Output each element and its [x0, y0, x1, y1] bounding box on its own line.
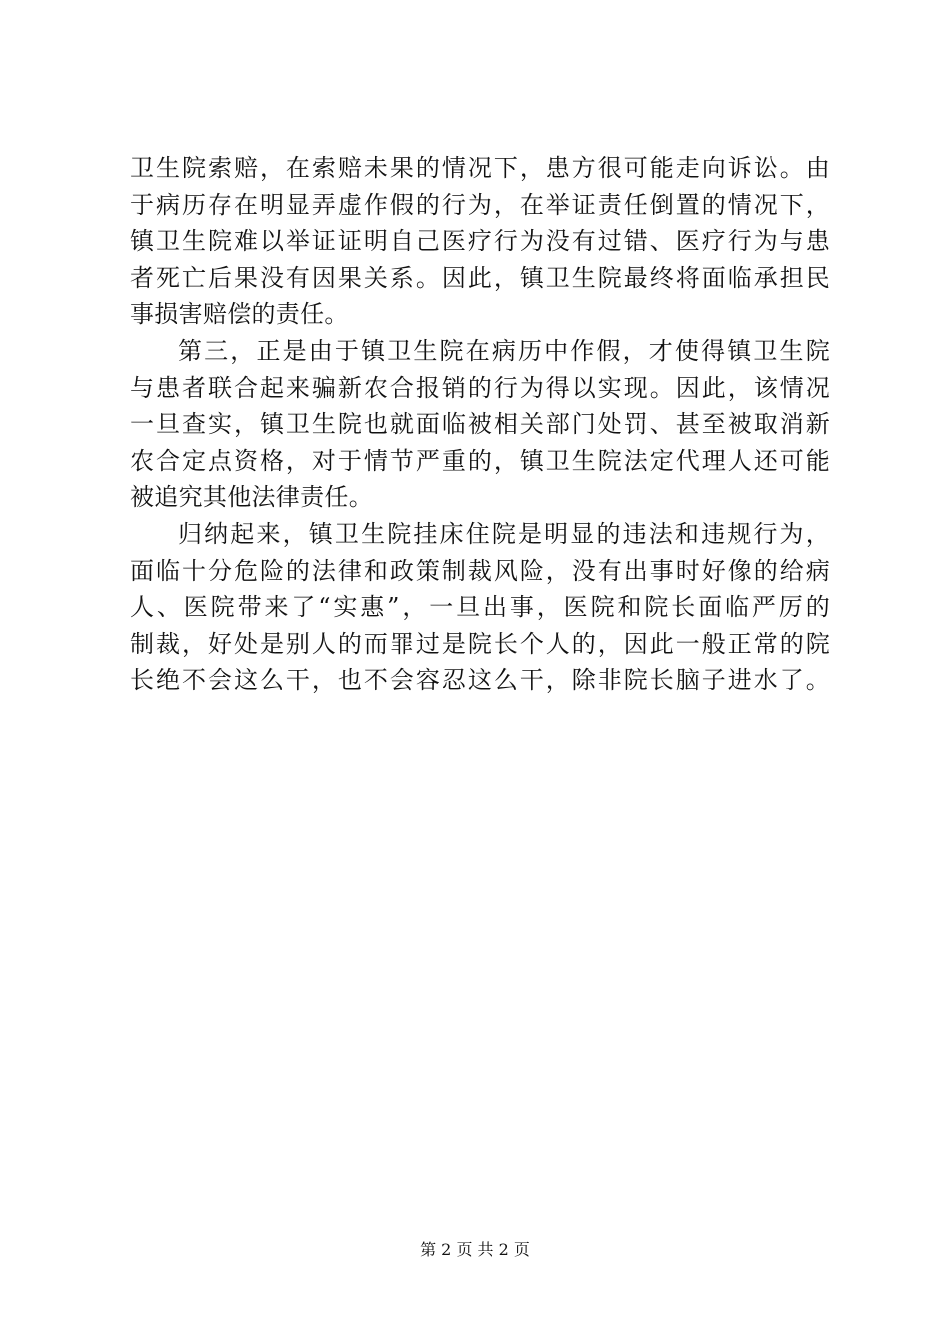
- text-line: 事损害赔偿的责任。: [130, 300, 349, 329]
- text-line: 第三，正是由于镇卫生院在病历中作假，才使得镇卫生院: [178, 336, 830, 365]
- text-line: 长绝不会这么干，也不会容忍这么干，除非院长脑子进水了。: [130, 666, 830, 695]
- text-line: 归纳起来，镇卫生院挂床住院是明显的违法和违规行为，: [178, 519, 830, 548]
- page-footer: [0, 1240, 950, 1260]
- text-line: 卫生院索赔，在索赔未果的情况下，患方很可能走向诉讼。由: [130, 154, 830, 182]
- text-line: 农合定点资格，对于情节严重的，镇卫生院法定代理人还可能: [130, 446, 830, 475]
- text-line: 被追究其他法律责任。: [130, 483, 373, 512]
- text-line: 人、医院带来了“实惠”，一旦出事，医院和院长面临严厉的: [130, 593, 830, 622]
- text-line: 与患者联合起来骗新农合报销的行为得以实现。因此，该情况: [130, 373, 830, 402]
- text-line: 者死亡后果没有因果关系。因此，镇卫生院最终将面临承担民: [130, 263, 830, 292]
- body-text: [130, 150, 830, 699]
- text-line: 一旦查实，镇卫生院也就面临被相关部门处罚、甚至被取消新: [130, 410, 830, 439]
- text-line: 镇卫生院难以举证证明自己医疗行为没有过错、医疗行为与患: [130, 227, 830, 256]
- text-line: 制裁，好处是别人的而罪过是院长个人的，因此一般正常的院: [130, 629, 830, 658]
- page-number: 第 2 页 共 2 页: [420, 1240, 530, 1259]
- text-line: 于病历存在明显弄虚作假的行为，在举证责任倒置的情况下，: [130, 190, 830, 219]
- text-line: 面临十分危险的法律和政策制裁风险，没有出事时好像的给病: [130, 556, 830, 585]
